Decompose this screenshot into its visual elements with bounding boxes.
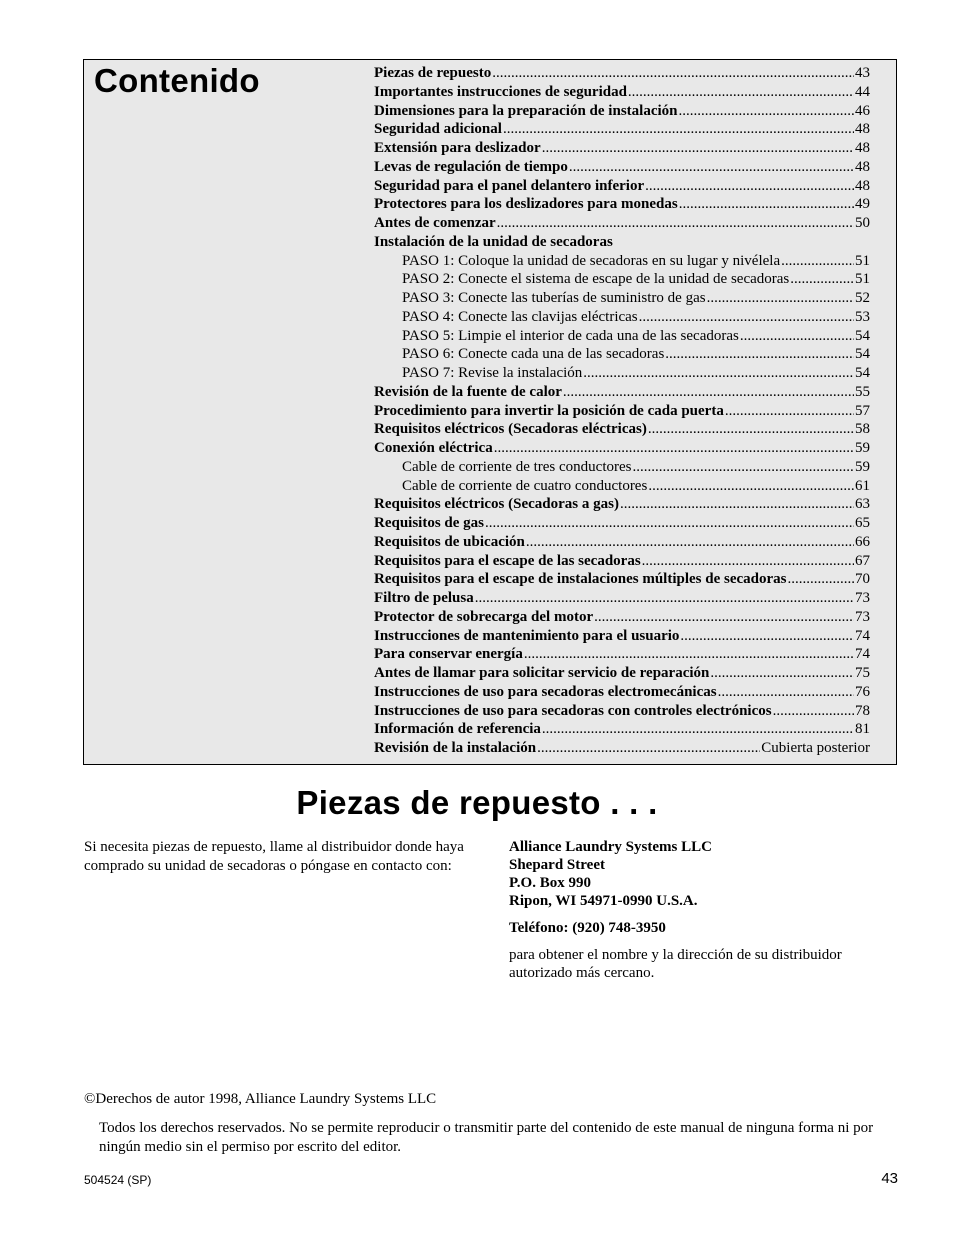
toc-list — [374, 64, 870, 758]
toc-entry — [374, 420, 870, 439]
toc-entry — [374, 120, 870, 139]
toc-leader-dots — [494, 439, 854, 458]
toc-leader-dots — [788, 570, 855, 589]
toc-entry-page: 51 — [855, 271, 870, 288]
toc-entry-page: 81 — [855, 721, 870, 738]
toc-entry — [374, 308, 870, 327]
toc-entry-page: 73 — [855, 590, 870, 606]
toc-entry — [374, 158, 870, 177]
toc-leader-dots — [628, 83, 854, 102]
toc-leader-dots — [718, 683, 854, 702]
toc-entry — [374, 402, 870, 421]
toc-entry-label: Protector de sobrecarga del motor — [374, 608, 594, 625]
toc-entry-page: 52 — [855, 290, 870, 306]
toc-entry-label: Importantes instrucciones de seguridad — [374, 83, 627, 100]
toc-entry-label: Seguridad adicional — [374, 121, 502, 138]
toc-entry-page: 65 — [855, 515, 870, 531]
toc-leader-dots — [537, 739, 760, 758]
toc-entry — [374, 533, 870, 552]
toc-entry-page: 78 — [855, 702, 870, 719]
toc-entry — [374, 664, 870, 683]
toc-entry-label: Dimensiones para la preparación de instalación — [374, 102, 678, 119]
toc-entry — [374, 458, 870, 477]
toc-leader-dots — [503, 120, 854, 139]
toc-entry-page: 54 — [855, 327, 870, 344]
toc-entry — [374, 683, 870, 702]
toc-leader-dots — [679, 195, 854, 214]
toc-entry — [374, 608, 870, 627]
toc-leader-dots — [620, 495, 854, 514]
toc-entry — [374, 627, 870, 646]
toc-entry-page: 53 — [855, 308, 870, 325]
toc-entry — [374, 195, 870, 214]
toc-entry-label: Información de referencia — [374, 721, 541, 738]
toc-leader-dots — [475, 589, 854, 608]
contact-note: para obtener el nombre y la dirección de su distribuidor autorizado más cercano. — [509, 947, 842, 981]
toc-leader-dots — [773, 702, 854, 721]
toc-entry — [374, 364, 870, 383]
toc-entry-page: 48 — [855, 140, 870, 156]
toc-entry-label: Instrucciones de uso para secadoras electromecánicas — [374, 683, 717, 700]
toc-leader-dots — [680, 627, 854, 646]
toc-entry-page: 67 — [855, 552, 870, 569]
toc-entry-page: 48 — [855, 158, 870, 175]
toc-entry-page: 58 — [855, 421, 870, 438]
toc-entry-page: 55 — [855, 383, 870, 400]
toc-entry-label: Seguridad para el panel delantero inferior — [374, 177, 645, 194]
toc-entry-page: 74 — [855, 627, 870, 644]
toc-entry-label: Requisitos eléctricos (Secadoras eléctricas) — [374, 421, 647, 438]
section-title: Piezas de repuesto . . . — [296, 784, 658, 821]
toc-entry-page: 49 — [855, 196, 870, 213]
toc-entry-label: PASO 3: Conecte las tuberías de suministro de gas — [402, 290, 706, 306]
toc-entry — [374, 439, 870, 458]
toc-entry-label: Instrucciones de mantenimiento para el usuario — [374, 627, 680, 644]
toc-entry-page: 75 — [855, 665, 870, 681]
toc-entry — [374, 552, 870, 571]
toc-entry — [374, 327, 870, 346]
toc-leader-dots — [594, 608, 854, 627]
toc-entry-label: Cable de corriente de tres conductores — [402, 458, 632, 475]
toc-leader-dots — [542, 139, 854, 158]
toc-entry-label: Para conservar energía — [374, 646, 523, 663]
toc-entry-page: 44 — [855, 83, 870, 100]
toc-leader-dots — [790, 270, 854, 289]
toc-entry-page: Cubierta posterior — [761, 740, 870, 756]
toc-entry-label: PASO 2: Conecte el sistema de escape de la unidad de secadoras — [402, 271, 790, 288]
toc-entry-label: PASO 4: Conecte las clavijas eléctricas — [402, 308, 638, 325]
toc-entry-page: 73 — [855, 608, 870, 625]
toc-entry — [374, 589, 870, 608]
toc-entry — [374, 645, 870, 664]
copyright-notice: ©Derechos de autor 1998, Alliance Laundry Systems LLC — [84, 1091, 437, 1107]
toc-entry-label: Instalación de la unidad de secadoras — [374, 233, 613, 250]
toc-title: Contenido — [94, 62, 260, 99]
toc-leader-dots — [492, 64, 854, 83]
toc-entry — [374, 570, 870, 589]
toc-entry-label: Piezas de repuesto — [374, 65, 492, 81]
toc-entry — [374, 270, 870, 289]
toc-entry-label: Antes de llamar para solicitar servicio de reparación — [374, 665, 710, 681]
toc-leader-dots — [497, 214, 854, 233]
toc-leader-dots — [679, 102, 855, 121]
toc-entry — [374, 383, 870, 402]
toc-entry-page: 70 — [855, 571, 870, 588]
address-line: Alliance Laundry Systems LLC — [509, 839, 712, 855]
toc-entry-label: Conexión eléctrica — [374, 440, 493, 456]
toc-entry-label: Requisitos de ubicación — [374, 533, 525, 550]
toc-entry — [374, 345, 870, 364]
toc-entry-page: 74 — [855, 646, 870, 663]
intro-paragraph: Si necesita piezas de repuesto, llame al distribuidor donde haya comprado su unidad de secadoras o póngase en contacto con: — [84, 839, 464, 874]
toc-entry — [374, 177, 870, 196]
toc-entry — [374, 514, 870, 533]
toc-entry — [374, 720, 870, 739]
toc-entry-label: PASO 1: Coloque la unidad de secadoras en su lugar y nivélela — [402, 252, 781, 269]
toc-entry-label: PASO 6: Conecte cada una de las secadoras — [402, 346, 665, 363]
toc-entry-label: Instrucciones de uso para secadoras con controles electrónicos — [374, 702, 772, 719]
toc-leader-dots — [642, 552, 854, 571]
toc-entry-label: Procedimiento para invertir la posición de cada puerta — [374, 402, 724, 419]
toc-entry-label: Filtro de pelusa — [374, 590, 474, 606]
toc-entry-label: PASO 5: Limpie el interior de cada una de las secadoras — [402, 327, 739, 344]
toc-leader-dots — [569, 158, 854, 177]
toc-entry — [374, 702, 870, 721]
toc-entry — [374, 233, 870, 252]
address-line: Ripon, WI 54971-0990 U.S.A. — [509, 893, 698, 909]
rights-notice: Todos los derechos reservados. No se permite reproducir o transmitir parte del contenido de este manual de ninguna forma ni por ningún medio sin el permiso por escrito del editor. — [99, 1120, 874, 1155]
toc-entry-page: 54 — [855, 365, 870, 381]
toc-entry-label: Requisitos para el escape de instalaciones múltiples de secadoras — [374, 571, 787, 588]
toc-entry-page: 76 — [855, 683, 870, 700]
toc-leader-dots — [665, 345, 854, 364]
toc-entry-page: 57 — [855, 402, 870, 419]
toc-leader-dots — [639, 308, 854, 327]
toc-entry-label: Revisión de la instalación — [374, 740, 537, 756]
toc-entry-page: 54 — [855, 346, 870, 363]
toc-entry — [374, 64, 870, 83]
toc-entry — [374, 739, 870, 758]
phone-number: Teléfono: (920) 748-3950 — [509, 920, 666, 936]
address-line: P.O. Box 990 — [509, 875, 591, 891]
toc-entry-page: 59 — [855, 440, 870, 456]
toc-entry-page: 66 — [855, 533, 870, 550]
toc-entry — [374, 477, 870, 496]
toc-leader-dots — [710, 664, 854, 683]
toc-entry-label: Revisión de la fuente de calor — [374, 383, 562, 400]
table-of-contents — [83, 59, 897, 765]
toc-entry — [374, 83, 870, 102]
toc-entry-page: 48 — [855, 121, 870, 138]
toc-entry — [374, 102, 870, 121]
toc-entry-page: 59 — [855, 458, 870, 475]
toc-leader-dots — [781, 252, 854, 271]
toc-entry-label: Levas de regulación de tiempo — [374, 158, 568, 175]
toc-entry — [374, 252, 870, 271]
toc-leader-dots — [485, 514, 854, 533]
toc-leader-dots — [740, 327, 854, 346]
address-line: Shepard Street — [509, 857, 605, 873]
toc-leader-dots — [526, 533, 854, 552]
toc-entry — [374, 495, 870, 514]
toc-entry-page: 48 — [855, 177, 870, 194]
toc-entry — [374, 139, 870, 158]
contact-block — [509, 838, 899, 982]
toc-leader-dots — [583, 364, 854, 383]
toc-entry-label: Requisitos de gas — [374, 515, 485, 531]
toc-entry-label: Requisitos para el escape de las secadoras — [374, 552, 641, 569]
toc-entry-page: 46 — [855, 102, 870, 119]
toc-entry-label: Antes de comenzar — [374, 215, 496, 231]
toc-leader-dots — [648, 420, 854, 439]
toc-entry-label: Cable de corriente de cuatro conductores — [402, 477, 648, 494]
toc-entry-page: 43 — [855, 65, 870, 81]
toc-entry — [374, 214, 870, 233]
toc-leader-dots — [563, 383, 854, 402]
toc-leader-dots — [707, 289, 854, 308]
page-number: 43 — [881, 1170, 898, 1187]
toc-entry-page: 61 — [855, 477, 870, 494]
toc-leader-dots — [524, 645, 854, 664]
toc-leader-dots — [645, 177, 854, 196]
toc-entry-page: 63 — [855, 496, 870, 513]
toc-entry-label: Requisitos eléctricos (Secadoras a gas) — [374, 496, 619, 513]
toc-leader-dots — [632, 458, 854, 477]
document-code: 504524 (SP) — [84, 1173, 152, 1187]
toc-entry-page: 50 — [855, 215, 870, 231]
toc-leader-dots — [648, 477, 854, 496]
toc-entry-label: Extensión para deslizador — [374, 140, 541, 156]
toc-entry-label: Protectores para los deslizadores para monedas — [374, 196, 678, 213]
toc-leader-dots — [542, 720, 854, 739]
toc-leader-dots — [725, 402, 854, 421]
toc-entry — [374, 289, 870, 308]
toc-entry-page: 51 — [855, 252, 870, 269]
toc-entry-label: PASO 7: Revise la instalación — [402, 365, 583, 381]
